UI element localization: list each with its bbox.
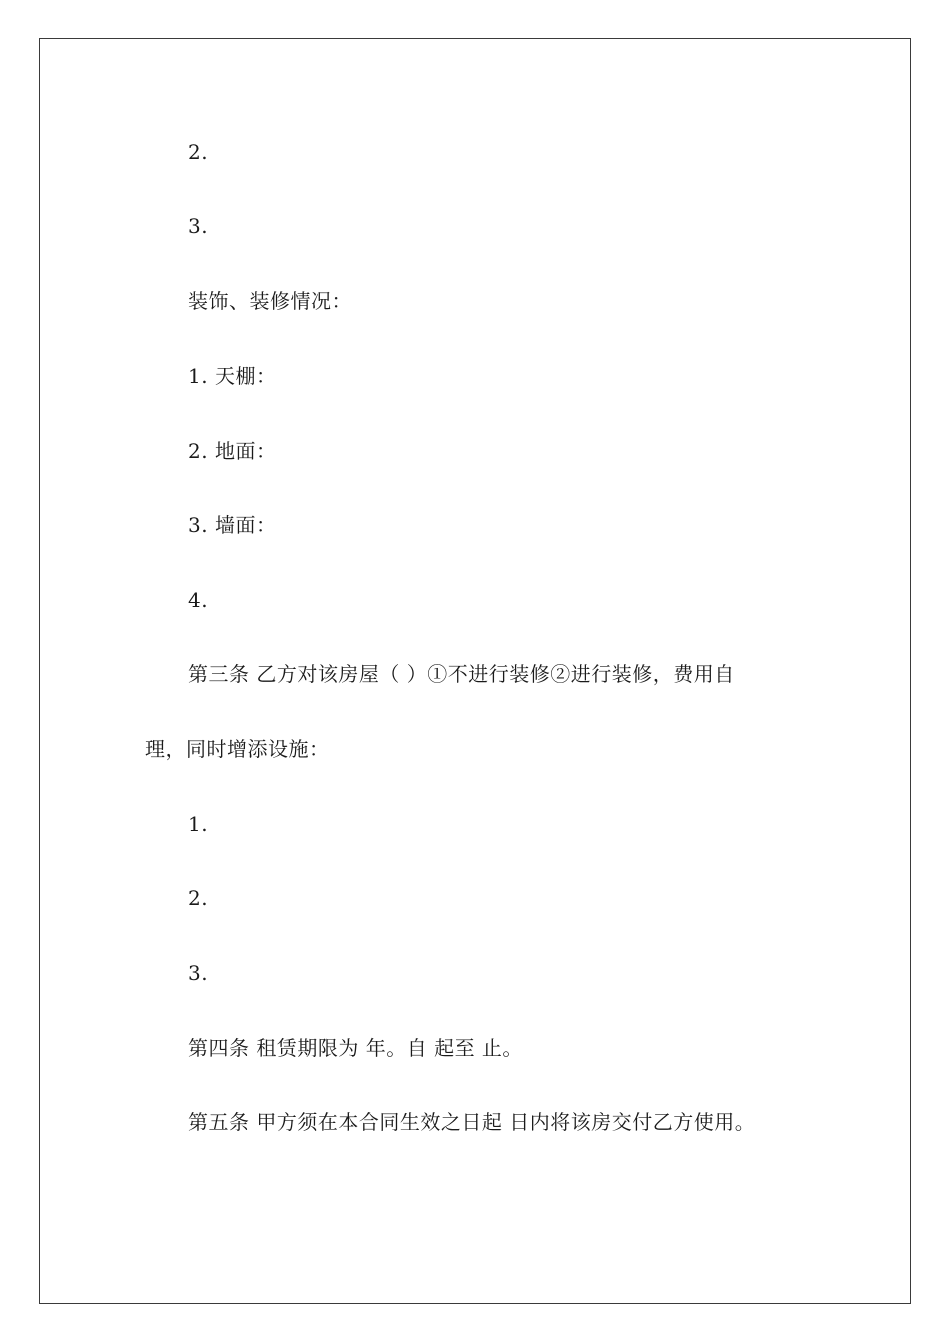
facility-item-1: 1.: [188, 812, 209, 836]
decoration-item-4: 4.: [188, 588, 209, 612]
article-3-text: 第三条 乙方对该房屋（ ）①不进行装修②进行装修，费用自: [188, 662, 735, 686]
equipment-item-2: 2.: [188, 140, 209, 164]
decoration-item-ceiling: 1. 天棚：: [188, 364, 277, 388]
facility-item-2: 2.: [188, 886, 209, 910]
article-3-continuation: 理，同时增添设施：: [145, 737, 330, 761]
article-5-text: 第五条 甲方须在本合同生效之日起 日内将该房交付乙方使用。: [188, 1110, 756, 1134]
decoration-item-floor: 2. 地面：: [188, 439, 277, 463]
equipment-item-3: 3.: [188, 214, 209, 238]
article-4-text: 第四条 租赁期限为 年。自 起至 止。: [188, 1036, 523, 1060]
decoration-heading: 装饰、装修情况：: [188, 289, 352, 313]
decoration-item-wall: 3. 墙面：: [188, 513, 277, 537]
facility-item-3: 3.: [188, 961, 209, 985]
